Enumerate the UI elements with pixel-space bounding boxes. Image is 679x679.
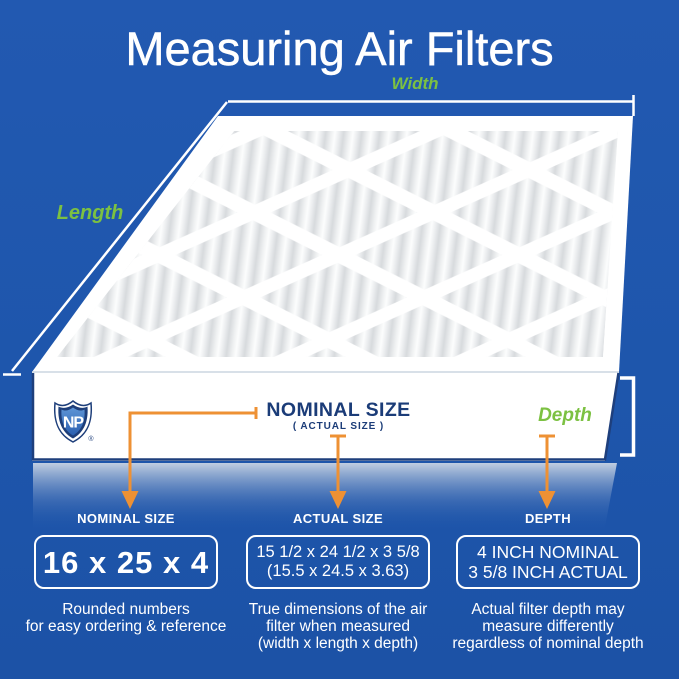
column-header: ACTUAL SIZE (292, 511, 384, 526)
length-dimension-label: Length (56, 202, 124, 224)
description-line: for easy ordering & reference (25, 618, 227, 635)
description-line: Rounded numbers (62, 601, 190, 618)
nominal-size-value-box (34, 535, 218, 589)
value-line: 3 5/8 INCH ACTUAL (468, 562, 628, 582)
registered-mark: ® (88, 436, 94, 443)
np-logo-text: NP (62, 414, 84, 432)
column-description (438, 601, 658, 652)
value-line: 4 INCH NOMINAL (477, 542, 619, 562)
actual-size-value-box (246, 535, 430, 589)
value-line: 16 x 25 x 4 (42, 544, 210, 580)
depth-dimension-label: Depth (538, 405, 592, 426)
nominal-size-column (16, 505, 236, 635)
description-line: Actual filter depth may (471, 601, 625, 618)
description-line: True dimensions of the air (248, 601, 428, 618)
width-dimension-line (228, 95, 634, 116)
description-line: (width x length x depth) (257, 635, 419, 652)
column-header: DEPTH (524, 511, 572, 526)
actual-size-face-label: ( ACTUAL SIZE ) (292, 421, 385, 432)
column-description (228, 601, 448, 652)
column-header: NOMINAL SIZE (77, 511, 175, 526)
value-line: 15 1/2 x 24 1/2 x 3 5/8 (256, 543, 420, 561)
description-line: measure differently (482, 618, 614, 635)
width-dimension-label: Width (391, 74, 439, 93)
column-description (16, 601, 236, 635)
actual-size-column (228, 505, 448, 652)
description-line: filter when measured (266, 618, 410, 635)
description-line: regardless of nominal depth (452, 635, 644, 652)
page-title: Measuring Air Filters (125, 22, 554, 75)
depth-column (438, 505, 658, 652)
value-line: (15.5 x 24.5 x 3.63) (266, 562, 410, 580)
nominal-size-face-label: NOMINAL SIZE (266, 399, 411, 421)
depth-value-box (456, 535, 640, 589)
